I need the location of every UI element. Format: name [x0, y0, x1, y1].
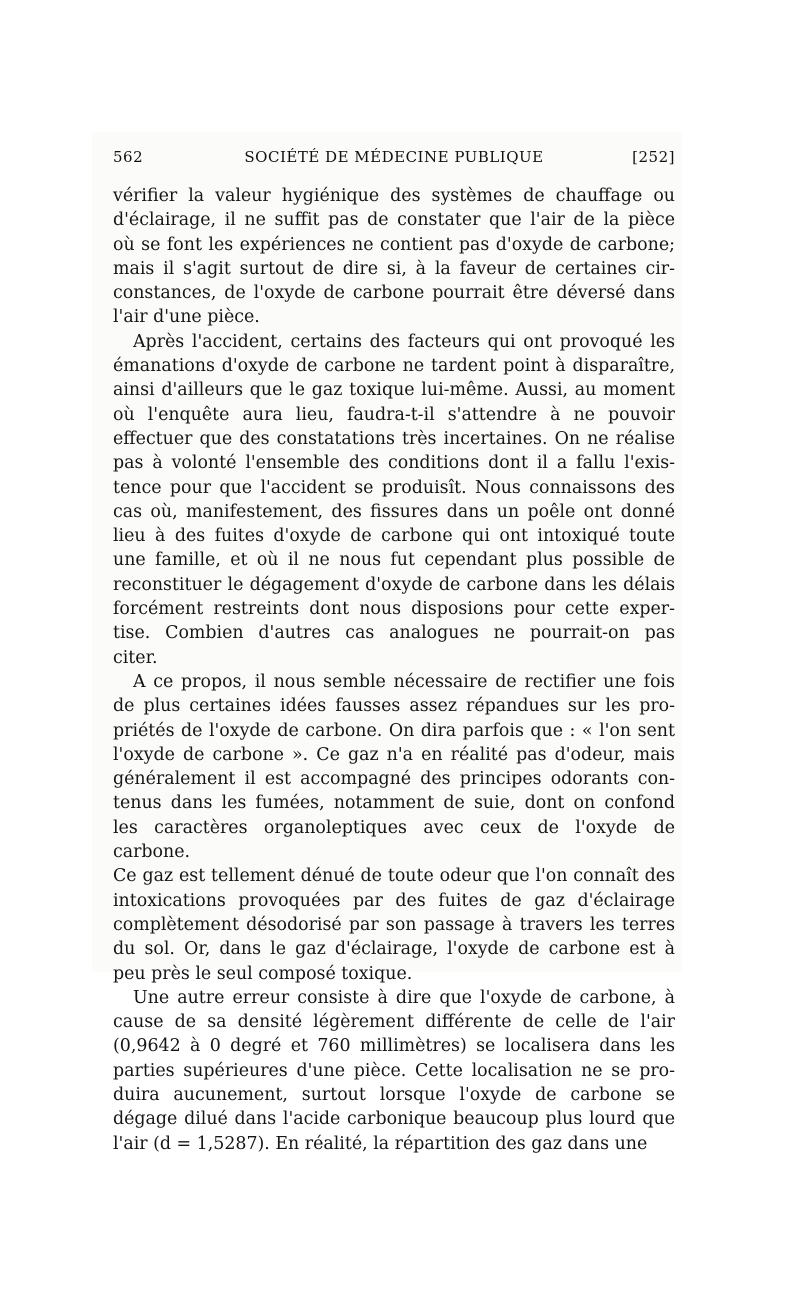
text-line: généralement il est accompagné des principes odorants con- — [113, 769, 675, 790]
paragraph — [113, 986, 675, 1156]
paragraph — [113, 330, 675, 670]
text-line: cas où, manifestement, des fissures dans un poêle ont donné — [113, 501, 675, 522]
text-line: Une autre erreur consiste à dire que l'oxyde de carbone, à — [133, 987, 675, 1008]
text-line: l'air d'une pièce. — [113, 307, 260, 328]
text-line: d'éclairage, il ne suffit pas de constater que l'air de la pièce — [113, 210, 675, 231]
text-line: complètement désodorisé par son passage à travers les terres — [113, 914, 675, 935]
text-line: intoxications provoquées par des fuites de gaz d'éclairage — [113, 890, 675, 911]
running-title: SOCIÉTÉ DE MÉDECINE PUBLIQUE — [244, 148, 544, 166]
text-line: cause de sa densité légèrement différente de celle de l'air — [113, 1012, 675, 1033]
paragraph — [113, 184, 675, 330]
text-line: vérifier la valeur hygiénique des systèmes de chauffage ou — [113, 186, 675, 206]
text-line: pas à volonté l'ensemble des conditions dont il a fallu l'exis- — [113, 453, 675, 474]
text-line: priétés de l'oxyde de carbone. On dira parfois que : « l'on sent — [113, 720, 675, 741]
text-line: émanations d'oxyde de carbone ne tardent point à disparaître, — [113, 356, 675, 377]
text-line: Après l'accident, certains des facteurs qui ont provoqué les — [133, 331, 675, 352]
text-line: l'air (d = 1,5287). En réalité, la répartition des gaz dans une — [113, 1133, 648, 1154]
text-line: constances, de l'oxyde de carbone pourrait être déversé dans — [113, 283, 675, 304]
text-line: A ce propos, il nous semble nécessaire de rectifier une fois — [133, 671, 675, 692]
text-line: peu près le seul composé toxique. — [113, 963, 413, 984]
text-line: ainsi d'ailleurs que le gaz toxique lui-même. Aussi, au moment — [113, 380, 675, 401]
text-line: du sol. Or, dans le gaz d'éclairage, l'oxyde de carbone est à — [113, 939, 675, 960]
text-line: Ce gaz est tellement dénué de toute odeur que l'on connaît des — [113, 866, 675, 887]
page-reference: [252] — [632, 148, 675, 166]
page-number: 562 — [113, 148, 144, 166]
text-line: les caractères organoleptiques avec ceux de l'oxyde de carbone. — [113, 817, 675, 863]
text-line: l'oxyde de carbone ». Ce gaz n'a en réalité pas d'odeur, mais — [113, 744, 675, 765]
text-line: tenus dans les fumées, notamment de suie, dont on confond — [113, 793, 675, 814]
text-line: où l'enquête aura lieu, faudra-t-il s'attendre à ne pouvoir — [113, 404, 675, 425]
text-line: citer. — [113, 647, 158, 668]
body-text — [113, 184, 675, 1156]
text-line: reconstituer le dégagement d'oxyde de carbone dans les délais — [113, 574, 675, 595]
text-line: mais il s'agit surtout de dire si, à la faveur de certaines cir- — [113, 258, 675, 279]
text-line: où se font les expériences ne contient pas d'oxyde de carbone; — [113, 234, 675, 255]
text-line: dégage dilué dans l'acide carbonique beaucoup plus lourd que — [113, 1109, 675, 1130]
text-line: effectuer que des constatations très incertaines. On ne réalise — [113, 428, 675, 449]
text-line: de plus certaines idées fausses assez répandues sur les pro- — [113, 696, 675, 717]
paragraph — [113, 670, 675, 986]
text-line: forcément restreints dont nous disposions pour cette exper- — [113, 599, 675, 620]
text-line: duira aucunement, surtout lorsque l'oxyde de carbone se — [113, 1084, 675, 1105]
text-line: (0,9642 à 0 degré et 760 millimètres) se localisera dans les — [113, 1036, 675, 1057]
text-line: tise. Combien d'autres cas analogues ne pourrait-on pas — [113, 623, 675, 644]
running-header — [113, 148, 675, 168]
text-line: une famille, et où il ne nous fut cependant plus possible de — [113, 550, 675, 571]
text-line: lieu à des fuites d'oxyde de carbone qui ont intoxiqué toute — [113, 526, 675, 547]
text-line: tence pour que l'accident se produisît. Nous connaissons des — [113, 477, 675, 498]
text-line: parties supérieures d'une pièce. Cette localisation ne se pro- — [113, 1060, 675, 1081]
